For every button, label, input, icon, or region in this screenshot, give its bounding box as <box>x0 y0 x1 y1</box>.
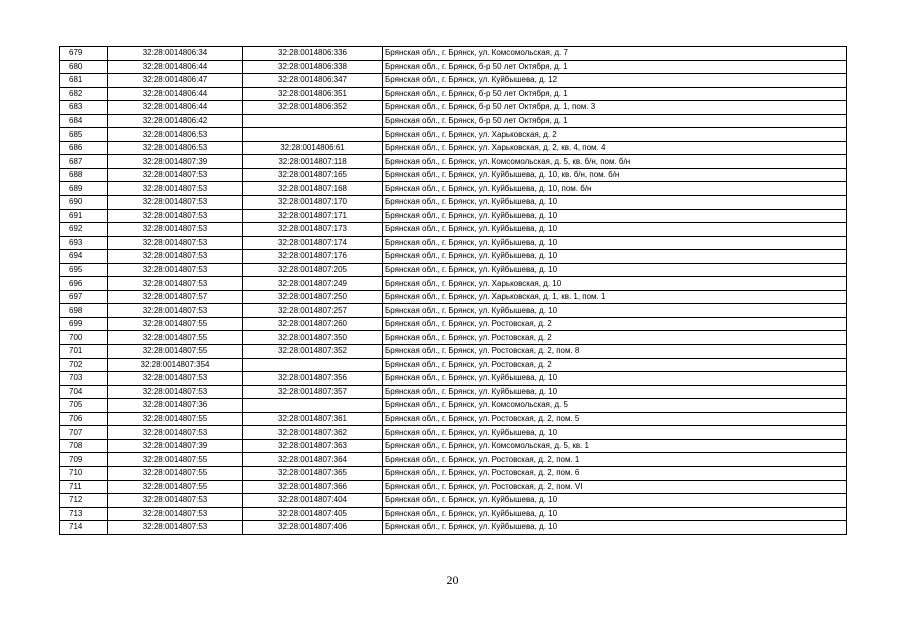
cadastral-parcel-cell: 32:28:0014807:55 <box>108 453 243 467</box>
address-cell: Брянская обл., г. Брянск, ул. Куйбышева, д. 10 <box>383 372 847 386</box>
address-cell: Брянская обл., г. Брянск, ул. Харьковская, д. 1, кв. 1, пом. 1 <box>383 290 847 304</box>
table-row <box>60 304 847 318</box>
cadastral-parcel-cell: 32:28:0014806:53 <box>108 141 243 155</box>
row-number-cell: 705 <box>60 399 108 413</box>
address-cell: Брянская обл., г. Брянск, ул. Ростовская, д. 2, пом. VI <box>383 480 847 494</box>
table-row <box>60 60 847 74</box>
cadastral-object-cell <box>243 399 383 413</box>
cadastral-object-cell: 32:28:0014807:257 <box>243 304 383 318</box>
table-row <box>60 399 847 413</box>
row-number-cell: 680 <box>60 60 108 74</box>
row-number-cell: 702 <box>60 358 108 372</box>
cadastral-parcel-cell: 32:28:0014807:53 <box>108 304 243 318</box>
cadastral-object-cell: 32:28:0014806:351 <box>243 87 383 101</box>
address-cell: Брянская обл., г. Брянск, ул. Харьковская, д. 2, кв. 4, пом. 4 <box>383 141 847 155</box>
address-cell: Брянская обл., г. Брянск, ул. Куйбышева, д. 10 <box>383 263 847 277</box>
cadastral-object-cell: 32:28:0014807:168 <box>243 182 383 196</box>
row-number-cell: 679 <box>60 47 108 61</box>
address-cell: Брянская обл., г. Брянск, б-р 50 лет Октября, д. 1 <box>383 60 847 74</box>
address-cell: Брянская обл., г. Брянск, ул. Комсомольская, д. 5, кв. 1 <box>383 439 847 453</box>
cadastral-object-cell: 32:28:0014806:61 <box>243 141 383 155</box>
cadastral-object-cell: 32:28:0014807:176 <box>243 250 383 264</box>
cadastral-parcel-cell: 32:28:0014807:36 <box>108 399 243 413</box>
table-row <box>60 236 847 250</box>
cadastral-parcel-cell: 32:28:0014807:53 <box>108 263 243 277</box>
cadastral-object-cell: 32:28:0014807:356 <box>243 372 383 386</box>
address-cell: Брянская обл., г. Брянск, ул. Куйбышева, д. 10, кв. б/н, пом. б/н <box>383 168 847 182</box>
address-cell: Брянская обл., г. Брянск, ул. Куйбышева, д. 10 <box>383 521 847 535</box>
cadastral-object-cell <box>243 128 383 142</box>
cadastral-object-cell: 32:28:0014806:336 <box>243 47 383 61</box>
cadastral-object-cell: 32:28:0014807:366 <box>243 480 383 494</box>
row-number-cell: 708 <box>60 439 108 453</box>
table-row <box>60 480 847 494</box>
table-row <box>60 507 847 521</box>
address-cell: Брянская обл., г. Брянск, ул. Харьковская, д. 10 <box>383 277 847 291</box>
address-cell: Брянская обл., г. Брянск, ул. Куйбышева, д. 10 <box>383 494 847 508</box>
cadastral-object-cell <box>243 358 383 372</box>
cadastral-parcel-cell: 32:28:0014807:55 <box>108 480 243 494</box>
address-cell: Брянская обл., г. Брянск, ул. Ростовская, д. 2, пом. 6 <box>383 466 847 480</box>
cadastral-object-cell: 32:28:0014807:249 <box>243 277 383 291</box>
cadastral-object-cell: 32:28:0014807:250 <box>243 290 383 304</box>
row-number-cell: 711 <box>60 480 108 494</box>
row-number-cell: 689 <box>60 182 108 196</box>
cadastral-object-cell: 32:28:0014807:171 <box>243 209 383 223</box>
row-number-cell: 701 <box>60 345 108 359</box>
address-cell: Брянская обл., г. Брянск, ул. Куйбышева, д. 12 <box>383 74 847 88</box>
row-number-cell: 690 <box>60 196 108 210</box>
row-number-cell: 681 <box>60 74 108 88</box>
cadastral-parcel-cell: 32:28:0014807:55 <box>108 466 243 480</box>
cadastral-parcel-cell: 32:28:0014806:53 <box>108 128 243 142</box>
table-row <box>60 168 847 182</box>
row-number-cell: 683 <box>60 101 108 115</box>
row-number-cell: 688 <box>60 168 108 182</box>
cadastral-parcel-cell: 32:28:0014807:57 <box>108 290 243 304</box>
cadastral-parcel-cell: 32:28:0014807:53 <box>108 209 243 223</box>
address-cell: Брянская обл., г. Брянск, ул. Куйбышева, д. 10 <box>383 426 847 440</box>
table-row <box>60 494 847 508</box>
row-number-cell: 706 <box>60 412 108 426</box>
cadastral-object-cell: 32:28:0014806:338 <box>243 60 383 74</box>
table-row <box>60 521 847 535</box>
address-cell: Брянская обл., г. Брянск, ул. Ростовская, д. 2 <box>383 358 847 372</box>
address-cell: Брянская обл., г. Брянск, ул. Куйбышева, д. 10, пом. б/н <box>383 182 847 196</box>
row-number-cell: 699 <box>60 317 108 331</box>
table-row <box>60 466 847 480</box>
row-number-cell: 695 <box>60 263 108 277</box>
cadastral-parcel-cell: 32:28:0014807:53 <box>108 223 243 237</box>
cadastral-object-cell: 32:28:0014807:260 <box>243 317 383 331</box>
address-cell: Брянская обл., г. Брянск, ул. Куйбышева, д. 10 <box>383 250 847 264</box>
cadastral-object-cell: 32:28:0014807:364 <box>243 453 383 467</box>
table-row <box>60 74 847 88</box>
row-number-cell: 692 <box>60 223 108 237</box>
cadastral-parcel-cell: 32:28:0014807:354 <box>108 358 243 372</box>
table-row <box>60 317 847 331</box>
table-row <box>60 453 847 467</box>
table-row <box>60 277 847 291</box>
parcel-table-body <box>60 47 847 535</box>
cadastral-parcel-cell: 32:28:0014807:53 <box>108 196 243 210</box>
cadastral-object-cell: 32:28:0014807:404 <box>243 494 383 508</box>
address-cell: Брянская обл., г. Брянск, б-р 50 лет Октября, д. 1 <box>383 114 847 128</box>
address-cell: Брянская обл., г. Брянск, ул. Ростовская, д. 2 <box>383 317 847 331</box>
table-row <box>60 426 847 440</box>
cadastral-object-cell: 32:28:0014807:118 <box>243 155 383 169</box>
cadastral-parcel-cell: 32:28:0014807:53 <box>108 521 243 535</box>
row-number-cell: 703 <box>60 372 108 386</box>
table-row <box>60 358 847 372</box>
row-number-cell: 700 <box>60 331 108 345</box>
cadastral-object-cell: 32:28:0014807:174 <box>243 236 383 250</box>
row-number-cell: 714 <box>60 521 108 535</box>
address-cell: Брянская обл., г. Брянск, ул. Куйбышева, д. 10 <box>383 507 847 521</box>
row-number-cell: 712 <box>60 494 108 508</box>
address-cell: Брянская обл., г. Брянск, ул. Куйбышева, д. 10 <box>383 385 847 399</box>
cadastral-object-cell: 32:28:0014807:170 <box>243 196 383 210</box>
row-number-cell: 707 <box>60 426 108 440</box>
address-cell: Брянская обл., г. Брянск, ул. Ростовская, д. 2, пом. 5 <box>383 412 847 426</box>
row-number-cell: 685 <box>60 128 108 142</box>
cadastral-object-cell: 32:28:0014807:362 <box>243 426 383 440</box>
table-row <box>60 439 847 453</box>
cadastral-object-cell: 32:28:0014807:205 <box>243 263 383 277</box>
cadastral-object-cell: 32:28:0014807:165 <box>243 168 383 182</box>
cadastral-parcel-cell: 32:28:0014807:53 <box>108 426 243 440</box>
cadastral-parcel-cell: 32:28:0014807:53 <box>108 168 243 182</box>
table-row <box>60 47 847 61</box>
address-cell: Брянская обл., г. Брянск, ул. Комсомольская, д. 5, кв. б/н, пом. б/н <box>383 155 847 169</box>
table-row <box>60 385 847 399</box>
row-number-cell: 694 <box>60 250 108 264</box>
cadastral-parcel-cell: 32:28:0014807:55 <box>108 317 243 331</box>
parcel-table <box>59 46 847 535</box>
cadastral-parcel-cell: 32:28:0014806:44 <box>108 101 243 115</box>
cadastral-parcel-cell: 32:28:0014807:53 <box>108 494 243 508</box>
row-number-cell: 687 <box>60 155 108 169</box>
table-row <box>60 114 847 128</box>
cadastral-object-cell: 32:28:0014807:363 <box>243 439 383 453</box>
row-number-cell: 709 <box>60 453 108 467</box>
cadastral-object-cell: 32:28:0014807:352 <box>243 345 383 359</box>
cadastral-parcel-cell: 32:28:0014807:53 <box>108 250 243 264</box>
address-cell: Брянская обл., г. Брянск, ул. Куйбышева, д. 10 <box>383 304 847 318</box>
cadastral-object-cell: 32:28:0014807:350 <box>243 331 383 345</box>
address-cell: Брянская обл., г. Брянск, б-р 50 лет Октября, д. 1, пом. 3 <box>383 101 847 115</box>
row-number-cell: 713 <box>60 507 108 521</box>
table-row <box>60 141 847 155</box>
row-number-cell: 710 <box>60 466 108 480</box>
table-row <box>60 250 847 264</box>
cadastral-parcel-cell: 32:28:0014807:55 <box>108 331 243 345</box>
table-row <box>60 223 847 237</box>
page-number: 20 <box>446 573 459 587</box>
table-row <box>60 196 847 210</box>
table-row <box>60 372 847 386</box>
cadastral-parcel-cell: 32:28:0014806:42 <box>108 114 243 128</box>
cadastral-object-cell: 32:28:0014807:357 <box>243 385 383 399</box>
cadastral-parcel-cell: 32:28:0014807:53 <box>108 182 243 196</box>
cadastral-object-cell: 32:28:0014807:405 <box>243 507 383 521</box>
row-number-cell: 698 <box>60 304 108 318</box>
table-row <box>60 155 847 169</box>
address-cell: Брянская обл., г. Брянск, ул. Куйбышева, д. 10 <box>383 196 847 210</box>
table-row <box>60 182 847 196</box>
row-number-cell: 686 <box>60 141 108 155</box>
address-cell: Брянская обл., г. Брянск, ул. Харьковская, д. 2 <box>383 128 847 142</box>
address-cell: Брянская обл., г. Брянск, ул. Куйбышева, д. 10 <box>383 209 847 223</box>
row-number-cell: 682 <box>60 87 108 101</box>
row-number-cell: 691 <box>60 209 108 223</box>
cadastral-parcel-cell: 32:28:0014807:39 <box>108 155 243 169</box>
address-cell: Брянская обл., г. Брянск, ул. Ростовская, д. 2, пом. 1 <box>383 453 847 467</box>
address-cell: Брянская обл., г. Брянск, ул. Куйбышева, д. 10 <box>383 236 847 250</box>
cadastral-object-cell <box>243 114 383 128</box>
cadastral-parcel-cell: 32:28:0014807:53 <box>108 277 243 291</box>
cadastral-object-cell: 32:28:0014806:347 <box>243 74 383 88</box>
cadastral-object-cell: 32:28:0014806:352 <box>243 101 383 115</box>
address-cell: Брянская обл., г. Брянск, ул. Куйбышева, д. 10 <box>383 223 847 237</box>
address-cell: Брянская обл., г. Брянск, ул. Комсомольская, д. 7 <box>383 47 847 61</box>
row-number-cell: 696 <box>60 277 108 291</box>
cadastral-parcel-cell: 32:28:0014807:53 <box>108 385 243 399</box>
cadastral-parcel-cell: 32:28:0014806:44 <box>108 60 243 74</box>
cadastral-parcel-cell: 32:28:0014807:55 <box>108 345 243 359</box>
cadastral-parcel-cell: 32:28:0014806:34 <box>108 47 243 61</box>
table-row <box>60 87 847 101</box>
cadastral-parcel-cell: 32:28:0014807:53 <box>108 507 243 521</box>
cadastral-object-cell: 32:28:0014807:361 <box>243 412 383 426</box>
address-cell: Брянская обл., г. Брянск, ул. Комсомольская, д. 5 <box>383 399 847 413</box>
cadastral-object-cell: 32:28:0014807:173 <box>243 223 383 237</box>
address-cell: Брянская обл., г. Брянск, ул. Ростовская, д. 2 <box>383 331 847 345</box>
cadastral-object-cell: 32:28:0014807:406 <box>243 521 383 535</box>
address-cell: Брянская обл., г. Брянск, ул. Ростовская, д. 2, пом. 8 <box>383 345 847 359</box>
row-number-cell: 697 <box>60 290 108 304</box>
cadastral-parcel-cell: 32:28:0014806:47 <box>108 74 243 88</box>
table-row <box>60 101 847 115</box>
cadastral-object-cell: 32:28:0014807:365 <box>243 466 383 480</box>
cadastral-parcel-cell: 32:28:0014807:39 <box>108 439 243 453</box>
cadastral-parcel-cell: 32:28:0014806:44 <box>108 87 243 101</box>
address-cell: Брянская обл., г. Брянск, б-р 50 лет Октября, д. 1 <box>383 87 847 101</box>
row-number-cell: 684 <box>60 114 108 128</box>
table-row <box>60 331 847 345</box>
table-row <box>60 345 847 359</box>
table-row <box>60 290 847 304</box>
table-row <box>60 128 847 142</box>
cadastral-parcel-cell: 32:28:0014807:53 <box>108 372 243 386</box>
cadastral-parcel-cell: 32:28:0014807:55 <box>108 412 243 426</box>
cadastral-parcel-cell: 32:28:0014807:53 <box>108 236 243 250</box>
table-row <box>60 263 847 277</box>
table-row <box>60 412 847 426</box>
row-number-cell: 704 <box>60 385 108 399</box>
table-row <box>60 209 847 223</box>
row-number-cell: 693 <box>60 236 108 250</box>
